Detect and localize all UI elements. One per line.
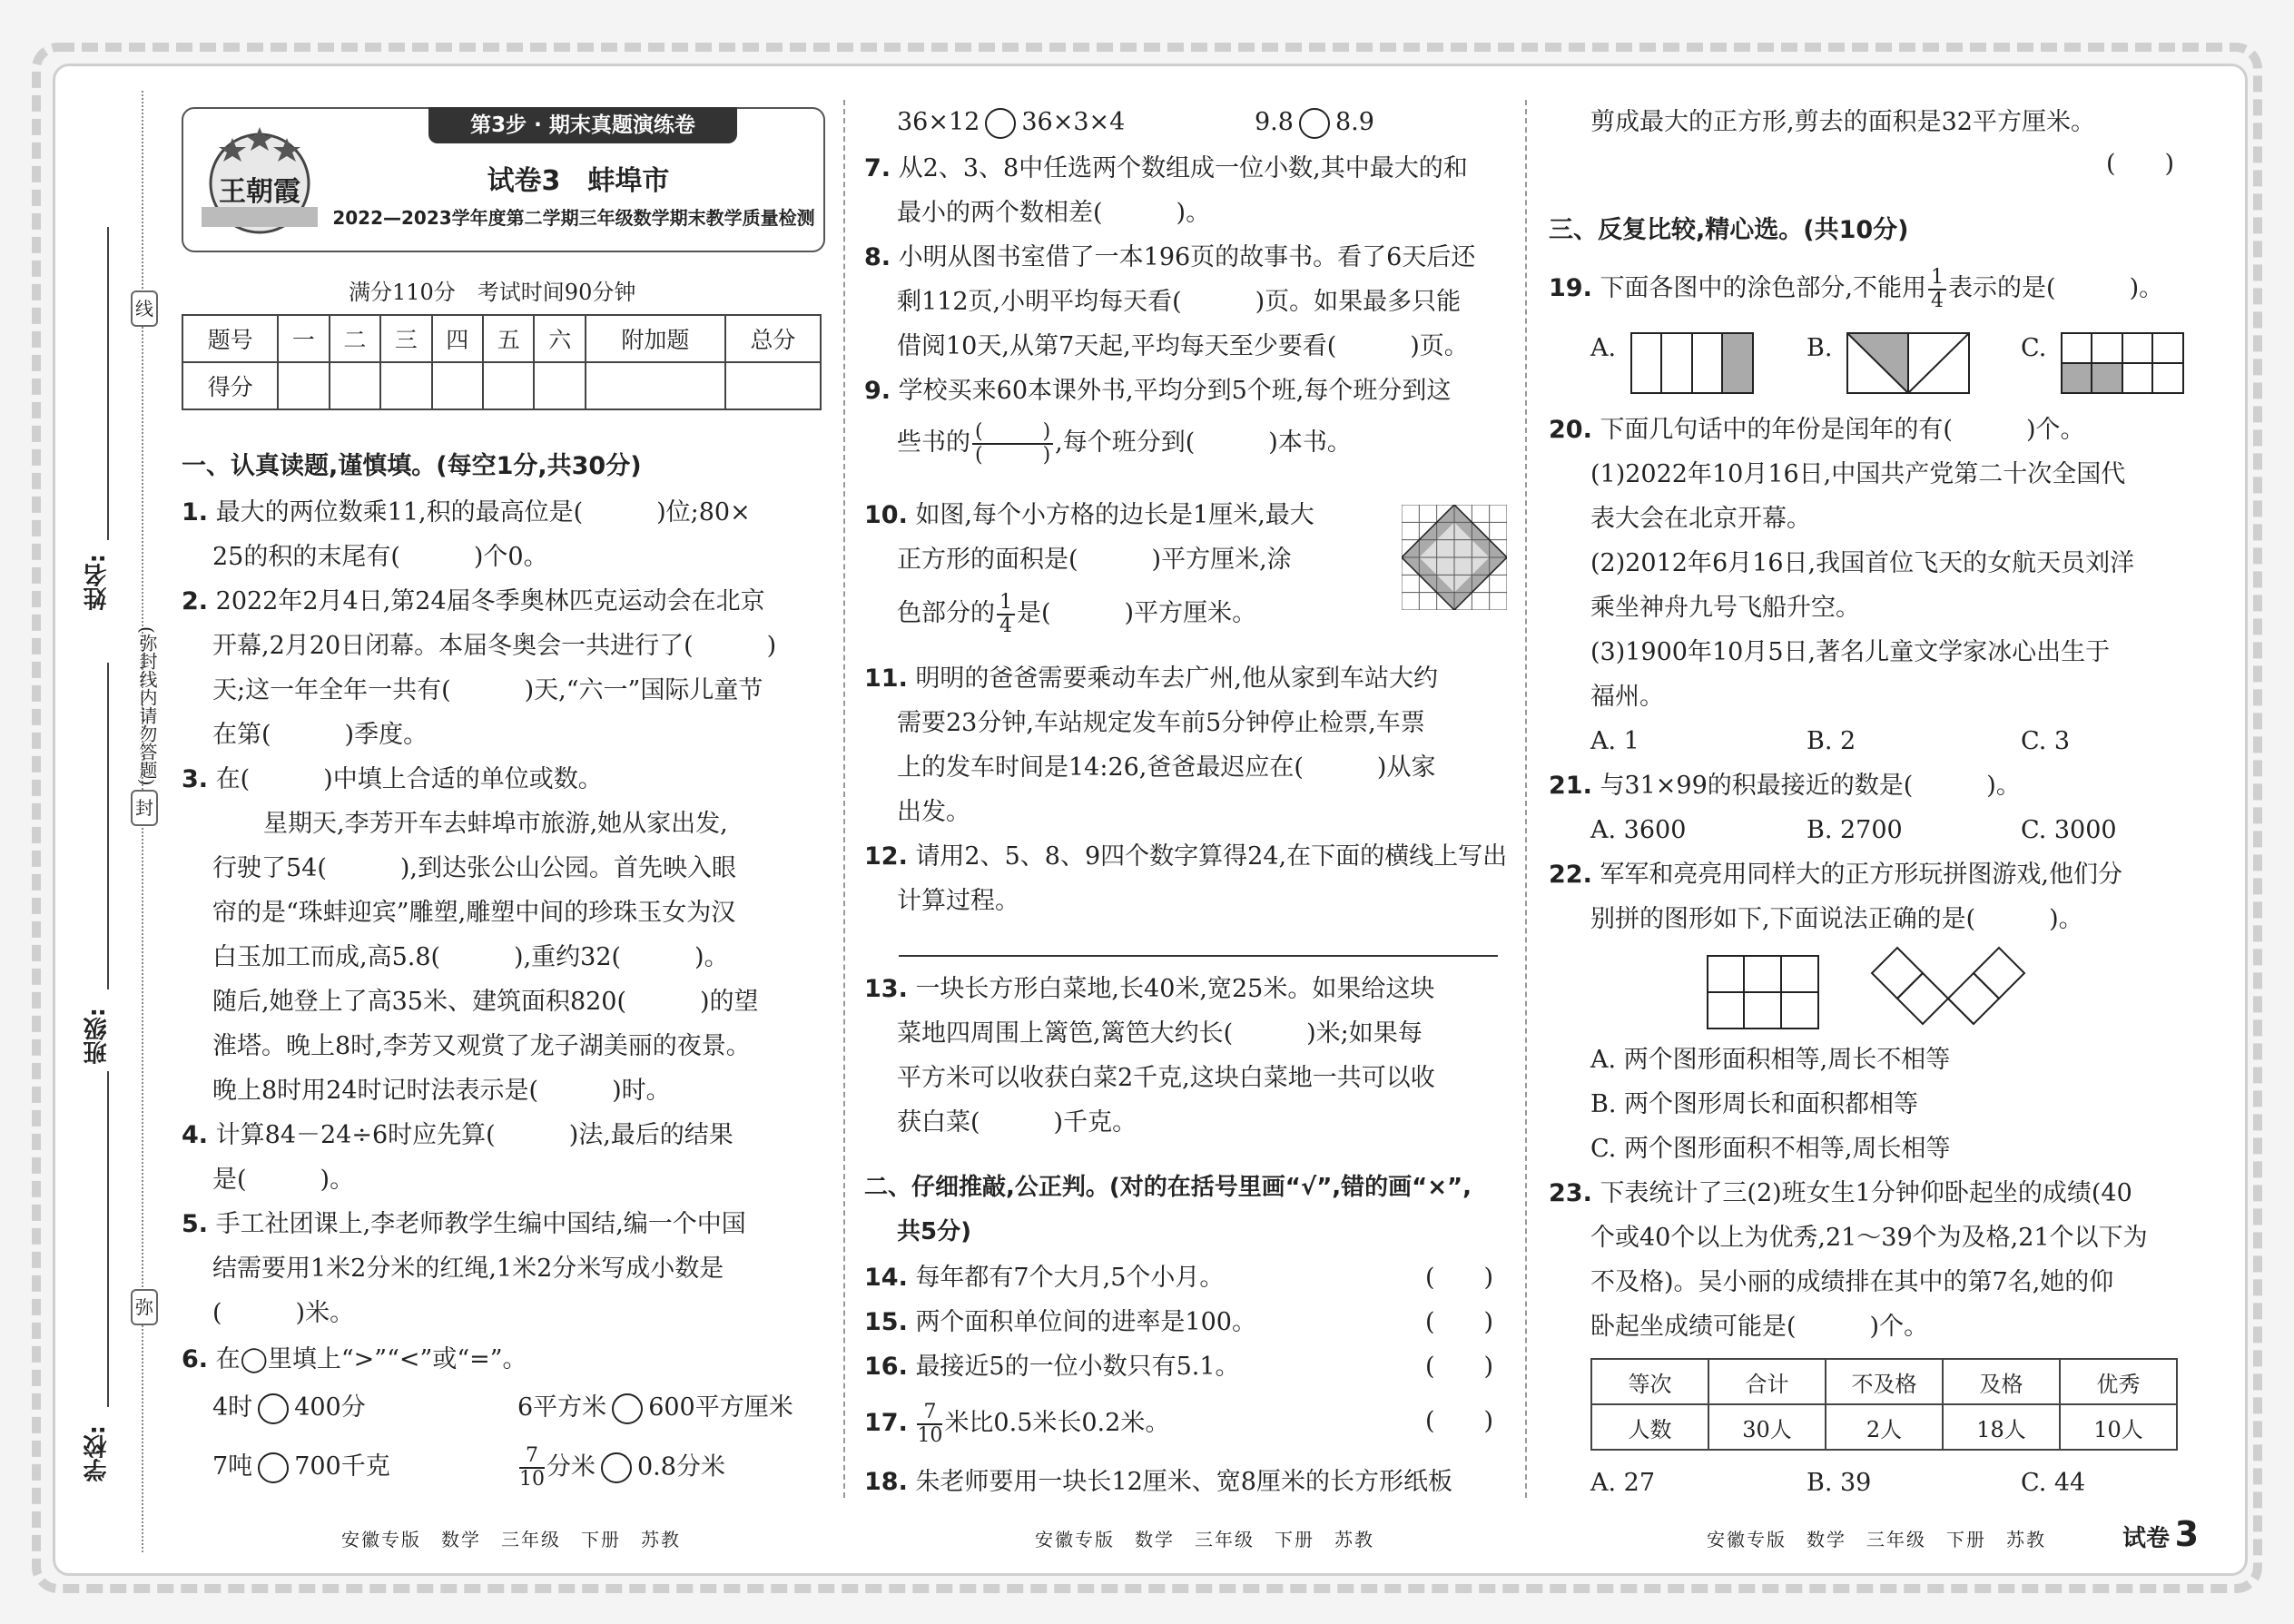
question-number: 10. <box>864 501 908 529</box>
q3-passage: 晚上8时用24时记时法表示是( )时。 <box>212 1077 671 1105</box>
class-label: 班级: <box>84 1008 111 1065</box>
q21-option[interactable]: B. 2700 <box>1807 816 1903 844</box>
fraction: $\frac{7}{10}$ <box>917 1400 943 1447</box>
question-number: 7. <box>864 154 891 182</box>
q23: 23. 下表统计了三(2)班女生1分钟仰卧起坐的成绩(40 <box>1549 1179 2132 1207</box>
logo <box>196 118 323 241</box>
logo-text: 王朝霞 <box>219 176 300 208</box>
q2-cont: 在第( )季度。 <box>212 721 428 749</box>
fraction: $\frac{1}{4}$ <box>997 592 1015 637</box>
section2-title-cont: 共5分) <box>897 1218 971 1245</box>
q13-cont: 平方米可以收获白菜2千克,这块白菜地一共可以收 <box>897 1064 1435 1092</box>
q5 <box>182 1208 746 1241</box>
question-number: 8. <box>864 243 891 271</box>
stat-cell: 18人 <box>1943 1404 2060 1450</box>
stat-cell: 合计 <box>1708 1359 1826 1404</box>
q19-option-c[interactable]: C. <box>2021 334 2047 362</box>
score-cell: 二 <box>330 315 380 362</box>
score-cell: 附加题 <box>586 315 725 362</box>
q5-cont: 结需要用1米2分米的红绳,1米2分米写成小数是 <box>212 1255 724 1283</box>
q19-option-a[interactable]: A. <box>1590 334 1617 362</box>
q4-line: 计算84－24÷6时应先算( )法,最后的结果 <box>215 1121 733 1149</box>
judge-paren[interactable]: ( ) <box>1425 1353 1494 1381</box>
q2-cont: 天;这一年全年一共有( )天,“六一”国际儿童节 <box>212 676 763 704</box>
q20: 20. 下面几句话中的年份是闰年的有( )个。 <box>1549 416 2085 444</box>
q3-passage: 星期天,李芳开车去蚌埠市旅游,她从家出发, <box>263 810 728 838</box>
score-input[interactable] <box>278 362 329 409</box>
compare-circle[interactable] <box>258 1452 289 1483</box>
compare-circle[interactable] <box>985 108 1016 139</box>
q2 <box>182 586 765 618</box>
fraction-blank: $\frac{( )}{( )}$ <box>972 421 1053 467</box>
q13-cont: 菜地四周围上篱笆,篱笆大约长( )米;如果每 <box>897 1019 1423 1048</box>
stat-cell: 2人 <box>1826 1404 1943 1450</box>
score-cell: 五 <box>483 315 534 362</box>
q20-item: (3)1900年10月5日,著名儿童文学家冰心出生于 <box>1590 638 2111 666</box>
score-cell: 四 <box>432 315 483 362</box>
stat-cell: 30人 <box>1708 1404 1826 1450</box>
question-number: 18. <box>864 1468 908 1496</box>
question-number: 21. <box>1549 772 1592 800</box>
q11-cont: 出发。 <box>897 798 970 826</box>
judge-paren[interactable]: ( ) <box>1425 1264 1494 1292</box>
question-number: 11. <box>864 664 908 693</box>
q8-cont: 借阅10天,从第7天起,平均每天至少要看( )页。 <box>897 332 1469 360</box>
score-header-row <box>182 315 821 362</box>
question-number: 3. <box>182 765 209 793</box>
exam-title: 试卷3 蚌埠市 <box>487 165 670 197</box>
q22-option-b[interactable]: B. 两个图形周长和面积都相等 <box>1590 1090 1919 1118</box>
score-input[interactable] <box>432 362 483 409</box>
q15: 15. 两个面积单位间的进率是100。 <box>864 1308 1256 1336</box>
q10-cont: 正方形的面积是( )平方厘米,涂 <box>897 546 1292 574</box>
binding-margin <box>54 82 163 1570</box>
q10-grid-figure <box>1402 505 1507 610</box>
binding-note: (弥封线内请勿答题) <box>136 626 158 786</box>
score-row <box>182 362 821 409</box>
seal-mark-seal: 封 <box>131 790 158 826</box>
q20-option[interactable]: B. 2 <box>1807 727 1856 755</box>
q12-answer-line[interactable] <box>899 955 1498 957</box>
q20-item: 福州。 <box>1590 683 1664 711</box>
footer-col1: 安徽专版 数学 三年级 下册 苏教 <box>341 1529 681 1550</box>
class-field[interactable] <box>107 663 109 989</box>
question-number: 22. <box>1549 861 1592 889</box>
step-badge: 第3步 · 期末真题演练卷 <box>428 107 737 143</box>
q21: 21. 与31×99的积最接近的数是( )。 <box>1549 772 2021 800</box>
name-field[interactable] <box>107 227 109 540</box>
q5-cont: ( )米。 <box>212 1299 355 1327</box>
judge-paren[interactable]: ( ) <box>1425 1407 1494 1435</box>
q20-item: (1)2022年10月16日,中国共产党第二十次全国代 <box>1590 460 2126 488</box>
score-cell: 三 <box>380 315 431 362</box>
q2-line: 2022年2月4日,第24届冬季奥林匹克运动会在北京 <box>215 587 765 615</box>
seal-mark-line: 线 <box>131 290 158 327</box>
q7-cont: 最小的两个数相差( )。 <box>897 199 1211 227</box>
q21-option[interactable]: C. 3000 <box>2021 816 2117 844</box>
section3-title: 三、反复比较,精心选。(共10分) <box>1549 216 1909 244</box>
q18-cont: 剪成最大的正方形,剪去的面积是32平方厘米。 <box>1590 108 2095 136</box>
page-num: 3 <box>2174 1514 2200 1554</box>
q6 <box>182 1343 527 1376</box>
q2-cont: 开幕,2月20日闭幕。本届冬奥会一共进行了( ) <box>212 632 777 660</box>
footer-col3: 安徽专版 数学 三年级 下册 苏教 <box>1707 1529 2046 1550</box>
column-divider-1 <box>843 100 845 1498</box>
q22-figure-right <box>1870 946 2033 1037</box>
q11-cont: 需要23分钟,车站规定发车前5分钟停止检票,车票 <box>897 709 1425 737</box>
question-number: 23. <box>1549 1179 1592 1207</box>
judge-paren[interactable]: ( ) <box>2106 150 2175 178</box>
page-number <box>2122 1514 2199 1554</box>
q20-item: (2)2012年6月16日,我国首位飞天的女航天员刘洋 <box>1590 549 2135 577</box>
question-number: 6. <box>182 1345 209 1373</box>
q22-figure-left <box>1707 955 1819 1029</box>
q23-stat-table <box>1590 1358 2178 1451</box>
question-number: 13. <box>864 975 908 1003</box>
exam-subtitle: 2022—2023学年度第二学期三年级数学期末教学质量检测 <box>332 207 815 229</box>
q23-cont: 卧起坐成绩可能是( )个。 <box>1590 1313 1929 1341</box>
q6-row1-right: 6平方米 600平方厘米 <box>517 1392 793 1424</box>
q1-line: 最大的两位数乘11,积的最高位是( )位;80× <box>215 498 751 527</box>
question-number: 9. <box>864 377 891 405</box>
q22-cont: 别拼的图形如下,下面说法正确的是( )。 <box>1590 905 2083 933</box>
q5-line: 手工社团课上,李老师教学生编中国结,编一个中国 <box>215 1210 746 1238</box>
q8: 8. 小明从图书室借了一本196页的故事书。看了6天后还 <box>864 243 1476 271</box>
compare-circle[interactable] <box>612 1393 643 1424</box>
q10-cont: 色部分的 $\frac{1}{4}$ 是( )平方厘米。 <box>897 590 1257 637</box>
q4 <box>182 1119 733 1152</box>
q20-item: 表大会在北京开幕。 <box>1590 505 1811 533</box>
stat-cell: 等次 <box>1591 1359 1708 1404</box>
question-number: 16. <box>864 1353 908 1381</box>
score-cell: 一 <box>278 315 329 362</box>
score-input[interactable] <box>586 362 725 409</box>
q20-item: 乘坐神舟九号飞船升空。 <box>1590 594 1860 622</box>
q6-row2-right: $\frac{7}{10}$ 分米 0.8分米 <box>519 1444 725 1491</box>
fraction: $\frac{1}{4}$ <box>1928 267 1946 312</box>
name-label: 姓名: <box>84 554 111 611</box>
q11: 11. 明明的爸爸需要乘动车去广州,他从家到车站大约 <box>864 664 1439 693</box>
stat-cell: 10人 <box>2060 1404 2177 1450</box>
judge-paren[interactable]: ( ) <box>1425 1308 1494 1336</box>
stat-cell: 及格 <box>1943 1359 2060 1404</box>
question-number: 2. <box>182 587 209 615</box>
q22-option-c[interactable]: C. 两个图形面积不相等,周长相等 <box>1590 1135 1951 1163</box>
q22: 22. 军军和亮亮用同样大的正方形玩拼图游戏,他们分 <box>1549 861 2123 889</box>
q8-cont: 剩112页,小明平均每天看( )页。如果最多只能 <box>897 288 1462 316</box>
q3-passage: 白玉加工而成,高5.8( ),重约32( )。 <box>212 943 729 971</box>
q1-cont: 25的积的末尾有( )个0。 <box>212 543 548 571</box>
question-number: 12. <box>864 842 908 871</box>
q6-line: 在◯里填上“>”“<”或“=”。 <box>215 1345 527 1373</box>
q23-cont: 不及格)。吴小丽的成绩排在其中的第7名,她的仰 <box>1590 1268 2114 1296</box>
q6-cmp-row: 36×12 36×3×4 <box>897 106 1125 139</box>
q6-row2-left: 7吨 700千克 <box>212 1451 390 1483</box>
score-input[interactable] <box>534 362 585 409</box>
stat-cell: 优秀 <box>2060 1359 2177 1404</box>
score-row-label: 得分 <box>182 362 278 409</box>
q21-option[interactable]: A. 3600 <box>1590 816 1687 844</box>
footer-col2: 安徽专版 数学 三年级 下册 苏教 <box>1035 1529 1374 1550</box>
q12: 12. 请用2、5、8、9四个数字算得24,在下面的横线上写出 <box>864 842 1508 871</box>
q3-line: 在( )中填上合适的单位或数。 <box>215 765 603 793</box>
score-input[interactable] <box>380 362 431 409</box>
q16: 16. 最接近5的一位小数只有5.1。 <box>864 1353 1240 1381</box>
section1-title: 一、认真读题,谨慎填。(每空1分,共30分) <box>182 452 642 480</box>
fraction: $\frac{7}{10}$ <box>519 1444 545 1491</box>
q18: 18. 朱老师要用一块长12厘米、宽8厘米的长方形纸板 <box>864 1468 1452 1496</box>
q23-option[interactable]: A. 27 <box>1590 1469 1656 1497</box>
q23-option[interactable]: C. 44 <box>2021 1469 2086 1497</box>
score-cell: 总分 <box>725 315 821 362</box>
q3-passage: 淮塔。晚上8时,李芳又观赏了龙子湖美丽的夜景。 <box>212 1032 751 1060</box>
question-number: 5. <box>182 1210 209 1238</box>
q23-cont: 个或40个以上为优秀,21～39个为及格,21个以下为 <box>1590 1224 2148 1252</box>
q19-option-b[interactable]: B. <box>1807 334 1833 362</box>
school-label: 学校: <box>84 1425 111 1482</box>
q19: 19. 下面各图中的涂色部分,不能用 $\frac{1}{4}$ 表示的是( )。 <box>1549 265 2164 312</box>
stat-cell: 不及格 <box>1826 1359 1943 1404</box>
question-number: 15. <box>864 1308 908 1336</box>
q9-cont: 些书的 $\frac{( )}{( )}$ ,每个班分到( )本书。 <box>897 419 1352 467</box>
q19-figure-b <box>1846 332 1970 394</box>
q10: 10. 如图,每个小方格的边长是1厘米,最大 <box>864 501 1314 529</box>
stat-cell: 人数 <box>1591 1404 1708 1450</box>
question-number: 17. <box>864 1409 908 1437</box>
question-number: 14. <box>864 1264 908 1292</box>
compare-circle[interactable] <box>601 1452 632 1483</box>
q19-figure-a <box>1630 332 1754 394</box>
q19-figure-c <box>2061 332 2184 394</box>
q13: 13. 一块长方形白菜地,长40米,宽25米。如果给这块 <box>864 975 1435 1003</box>
q6-row1-left: 4时 400分 <box>212 1392 366 1424</box>
score-input[interactable] <box>330 362 380 409</box>
stat-data-row <box>1591 1404 2177 1450</box>
column-divider-2 <box>1525 100 1527 1498</box>
q9: 9. 学校买来60本课外书,平均分到5个班,每个班分到这 <box>864 377 1452 405</box>
q23-option[interactable]: B. 39 <box>1807 1469 1872 1497</box>
q6-cmp-row2: 9.8 8.9 <box>1255 106 1374 139</box>
exam-info: 满分110分 考试时间90分钟 <box>349 280 636 305</box>
school-field[interactable] <box>107 1071 109 1407</box>
q3-passage: 帘的是“珠蚌迎宾”雕塑,雕塑中间的珍珠玉女为汉 <box>212 899 736 927</box>
q17: 17. $\frac{7}{10}$ 米比0.5米长0.2米。 <box>864 1400 1170 1447</box>
q11-cont: 上的发车时间是14:26,爸爸最迟应在( )从家 <box>897 753 1436 782</box>
section2-title: 二、仔细推敲,公正判。(对的在括号里画“√”,错的画“×”, <box>864 1174 1472 1201</box>
q3 <box>182 763 603 796</box>
stat-header-row <box>1591 1359 2177 1404</box>
q13-cont: 获白菜( )千克。 <box>897 1108 1137 1137</box>
compare-circle[interactable] <box>258 1393 289 1424</box>
seal-mark-close: 弥 <box>131 1289 158 1325</box>
q22-option-a[interactable]: A. 两个图形面积相等,周长不相等 <box>1590 1046 1951 1074</box>
compare-circle[interactable] <box>1299 108 1330 139</box>
question-number: 4. <box>182 1121 209 1149</box>
q3-passage: 行驶了54( ),到达张公山公园。首先映入眼 <box>212 854 737 882</box>
question-number: 20. <box>1549 416 1592 444</box>
q3-passage: 随后,她登上了高35米、建筑面积820( )的望 <box>212 988 759 1016</box>
q4-cont: 是( )。 <box>212 1166 355 1194</box>
score-input[interactable] <box>725 362 821 409</box>
question-number: 1. <box>182 498 209 527</box>
page-label: 试卷 <box>2122 1525 2171 1552</box>
q20-option[interactable]: A. 1 <box>1590 727 1639 755</box>
q14: 14. 每年都有7个大月,5个小月。 <box>864 1264 1225 1292</box>
q7: 7. 从2、3、8中任选两个数组成一位小数,其中最大的和 <box>864 154 1468 182</box>
score-cell: 题号 <box>182 315 278 362</box>
q1 <box>182 497 751 529</box>
header-box <box>182 107 825 252</box>
score-cell: 六 <box>534 315 585 362</box>
score-table <box>182 314 822 410</box>
q20-option[interactable]: C. 3 <box>2021 727 2071 755</box>
score-input[interactable] <box>483 362 534 409</box>
q12-cont: 计算过程。 <box>897 887 1019 915</box>
question-number: 19. <box>1549 274 1592 302</box>
